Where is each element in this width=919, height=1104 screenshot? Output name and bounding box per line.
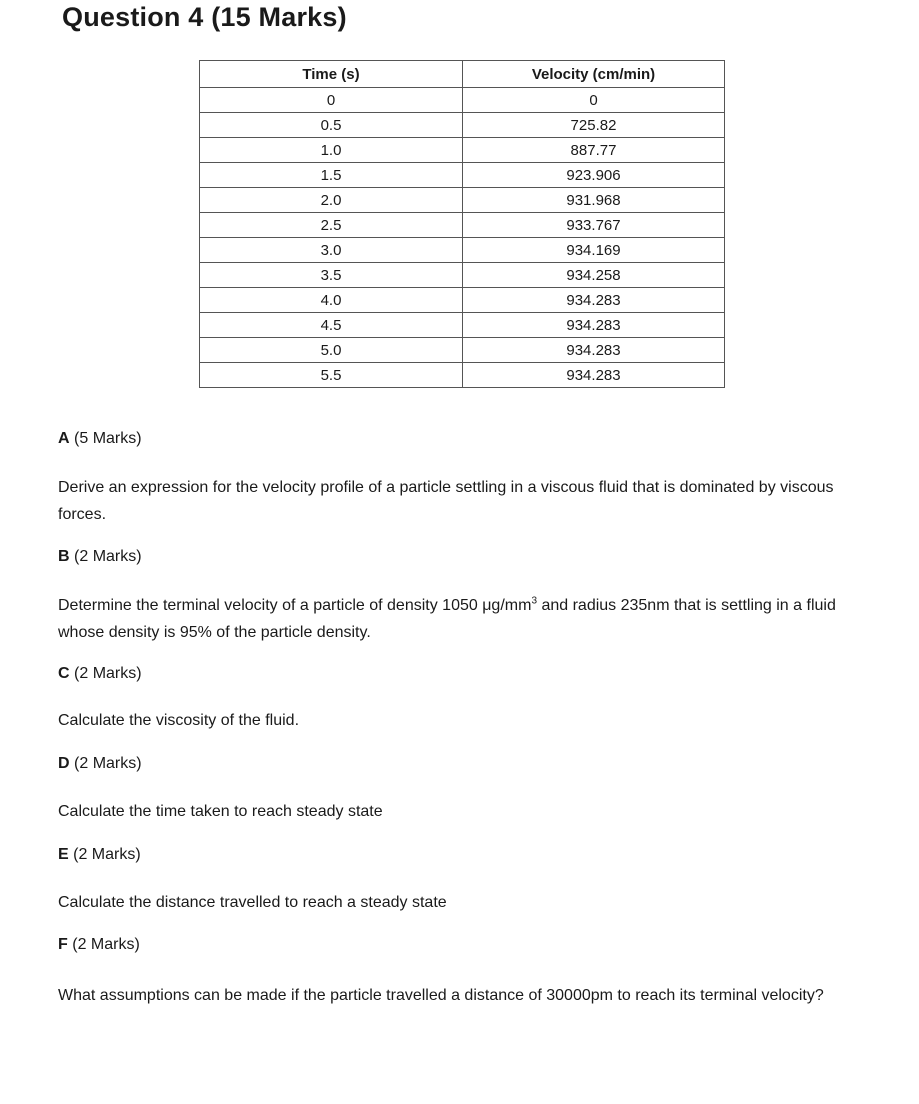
part-c-marks: (2 Marks): [74, 665, 142, 682]
table-row: [200, 213, 725, 238]
part-d-letter: D: [58, 755, 70, 772]
part-b-heading: [58, 548, 142, 566]
table-row: [200, 188, 725, 213]
table-row: [200, 338, 725, 363]
part-a-heading: [58, 430, 142, 448]
velocity-cell: 934.283: [463, 363, 725, 388]
table-header-row: [200, 61, 725, 88]
cubed-superscript: 3: [531, 595, 537, 607]
time-cell: 5.0: [200, 338, 463, 363]
time-cell: 1.5: [200, 163, 463, 188]
part-b-text-end: and radius 235nm that is settling in a fluid whose density is 95% of the particle density.: [58, 597, 836, 641]
velocity-cell: 934.169: [463, 238, 725, 263]
part-f-text: What assumptions can be made if the particle travelled a distance of 30000pm to reach its terminal velocity?: [58, 987, 824, 1004]
part-c-heading: [58, 665, 142, 683]
time-column-header: Time (s): [200, 61, 463, 88]
table-row: [200, 363, 725, 388]
table-row: [200, 113, 725, 138]
velocity-cell: 923.906: [463, 163, 725, 188]
velocity-cell: 934.283: [463, 338, 725, 363]
time-cell: 2.5: [200, 213, 463, 238]
part-b-text-start: Determine the terminal velocity of a particle of density 1050 μg/mm: [58, 597, 532, 614]
part-d-heading: [58, 755, 142, 773]
time-cell: 0.5: [200, 113, 463, 138]
time-cell: 3.0: [200, 238, 463, 263]
part-a-text: Derive an expression for the velocity profile of a particle settling in a viscous fluid that is dominated by viscous forces.: [58, 479, 834, 523]
table-row: [200, 263, 725, 288]
time-cell: 4.5: [200, 313, 463, 338]
part-f-letter: F: [58, 936, 68, 953]
velocity-cell: 0: [463, 88, 725, 113]
part-e-text: Calculate the distance travelled to reach a steady state: [58, 894, 447, 911]
table-row: [200, 288, 725, 313]
part-b-marks: (2 Marks): [74, 548, 142, 565]
part-b-letter: B: [58, 548, 70, 565]
table-row: [200, 138, 725, 163]
velocity-cell: 934.258: [463, 263, 725, 288]
velocity-cell: 934.283: [463, 313, 725, 338]
part-e-marks: (2 Marks): [73, 846, 141, 863]
time-cell: 0: [200, 88, 463, 113]
data-table: [199, 60, 725, 388]
table-row: [200, 238, 725, 263]
time-cell: 5.5: [200, 363, 463, 388]
part-a-marks: (5 Marks): [74, 430, 142, 447]
velocity-cell: 725.82: [463, 113, 725, 138]
table-row: [200, 88, 725, 113]
part-a-letter: A: [58, 430, 70, 447]
time-cell: 1.0: [200, 138, 463, 163]
time-cell: 3.5: [200, 263, 463, 288]
question-title: Question 4 (15 Marks): [62, 2, 347, 32]
part-d-marks: (2 Marks): [74, 755, 142, 772]
part-c-text: Calculate the viscosity of the fluid.: [58, 712, 300, 729]
velocity-cell: 931.968: [463, 188, 725, 213]
part-c-letter: C: [58, 665, 70, 682]
part-e-letter: E: [58, 846, 69, 863]
table-row: [200, 313, 725, 338]
time-cell: 2.0: [200, 188, 463, 213]
part-b-text: [58, 592, 838, 646]
part-d-text: Calculate the time taken to reach steady state: [58, 803, 383, 820]
velocity-column-header: Velocity (cm/min): [463, 61, 725, 88]
table-row: [200, 163, 725, 188]
part-f-heading: [58, 936, 140, 954]
velocity-cell: 934.283: [463, 288, 725, 313]
part-f-marks: (2 Marks): [72, 936, 140, 953]
velocity-cell: 887.77: [463, 138, 725, 163]
time-cell: 4.0: [200, 288, 463, 313]
part-e-heading: [58, 846, 141, 864]
velocity-cell: 933.767: [463, 213, 725, 238]
